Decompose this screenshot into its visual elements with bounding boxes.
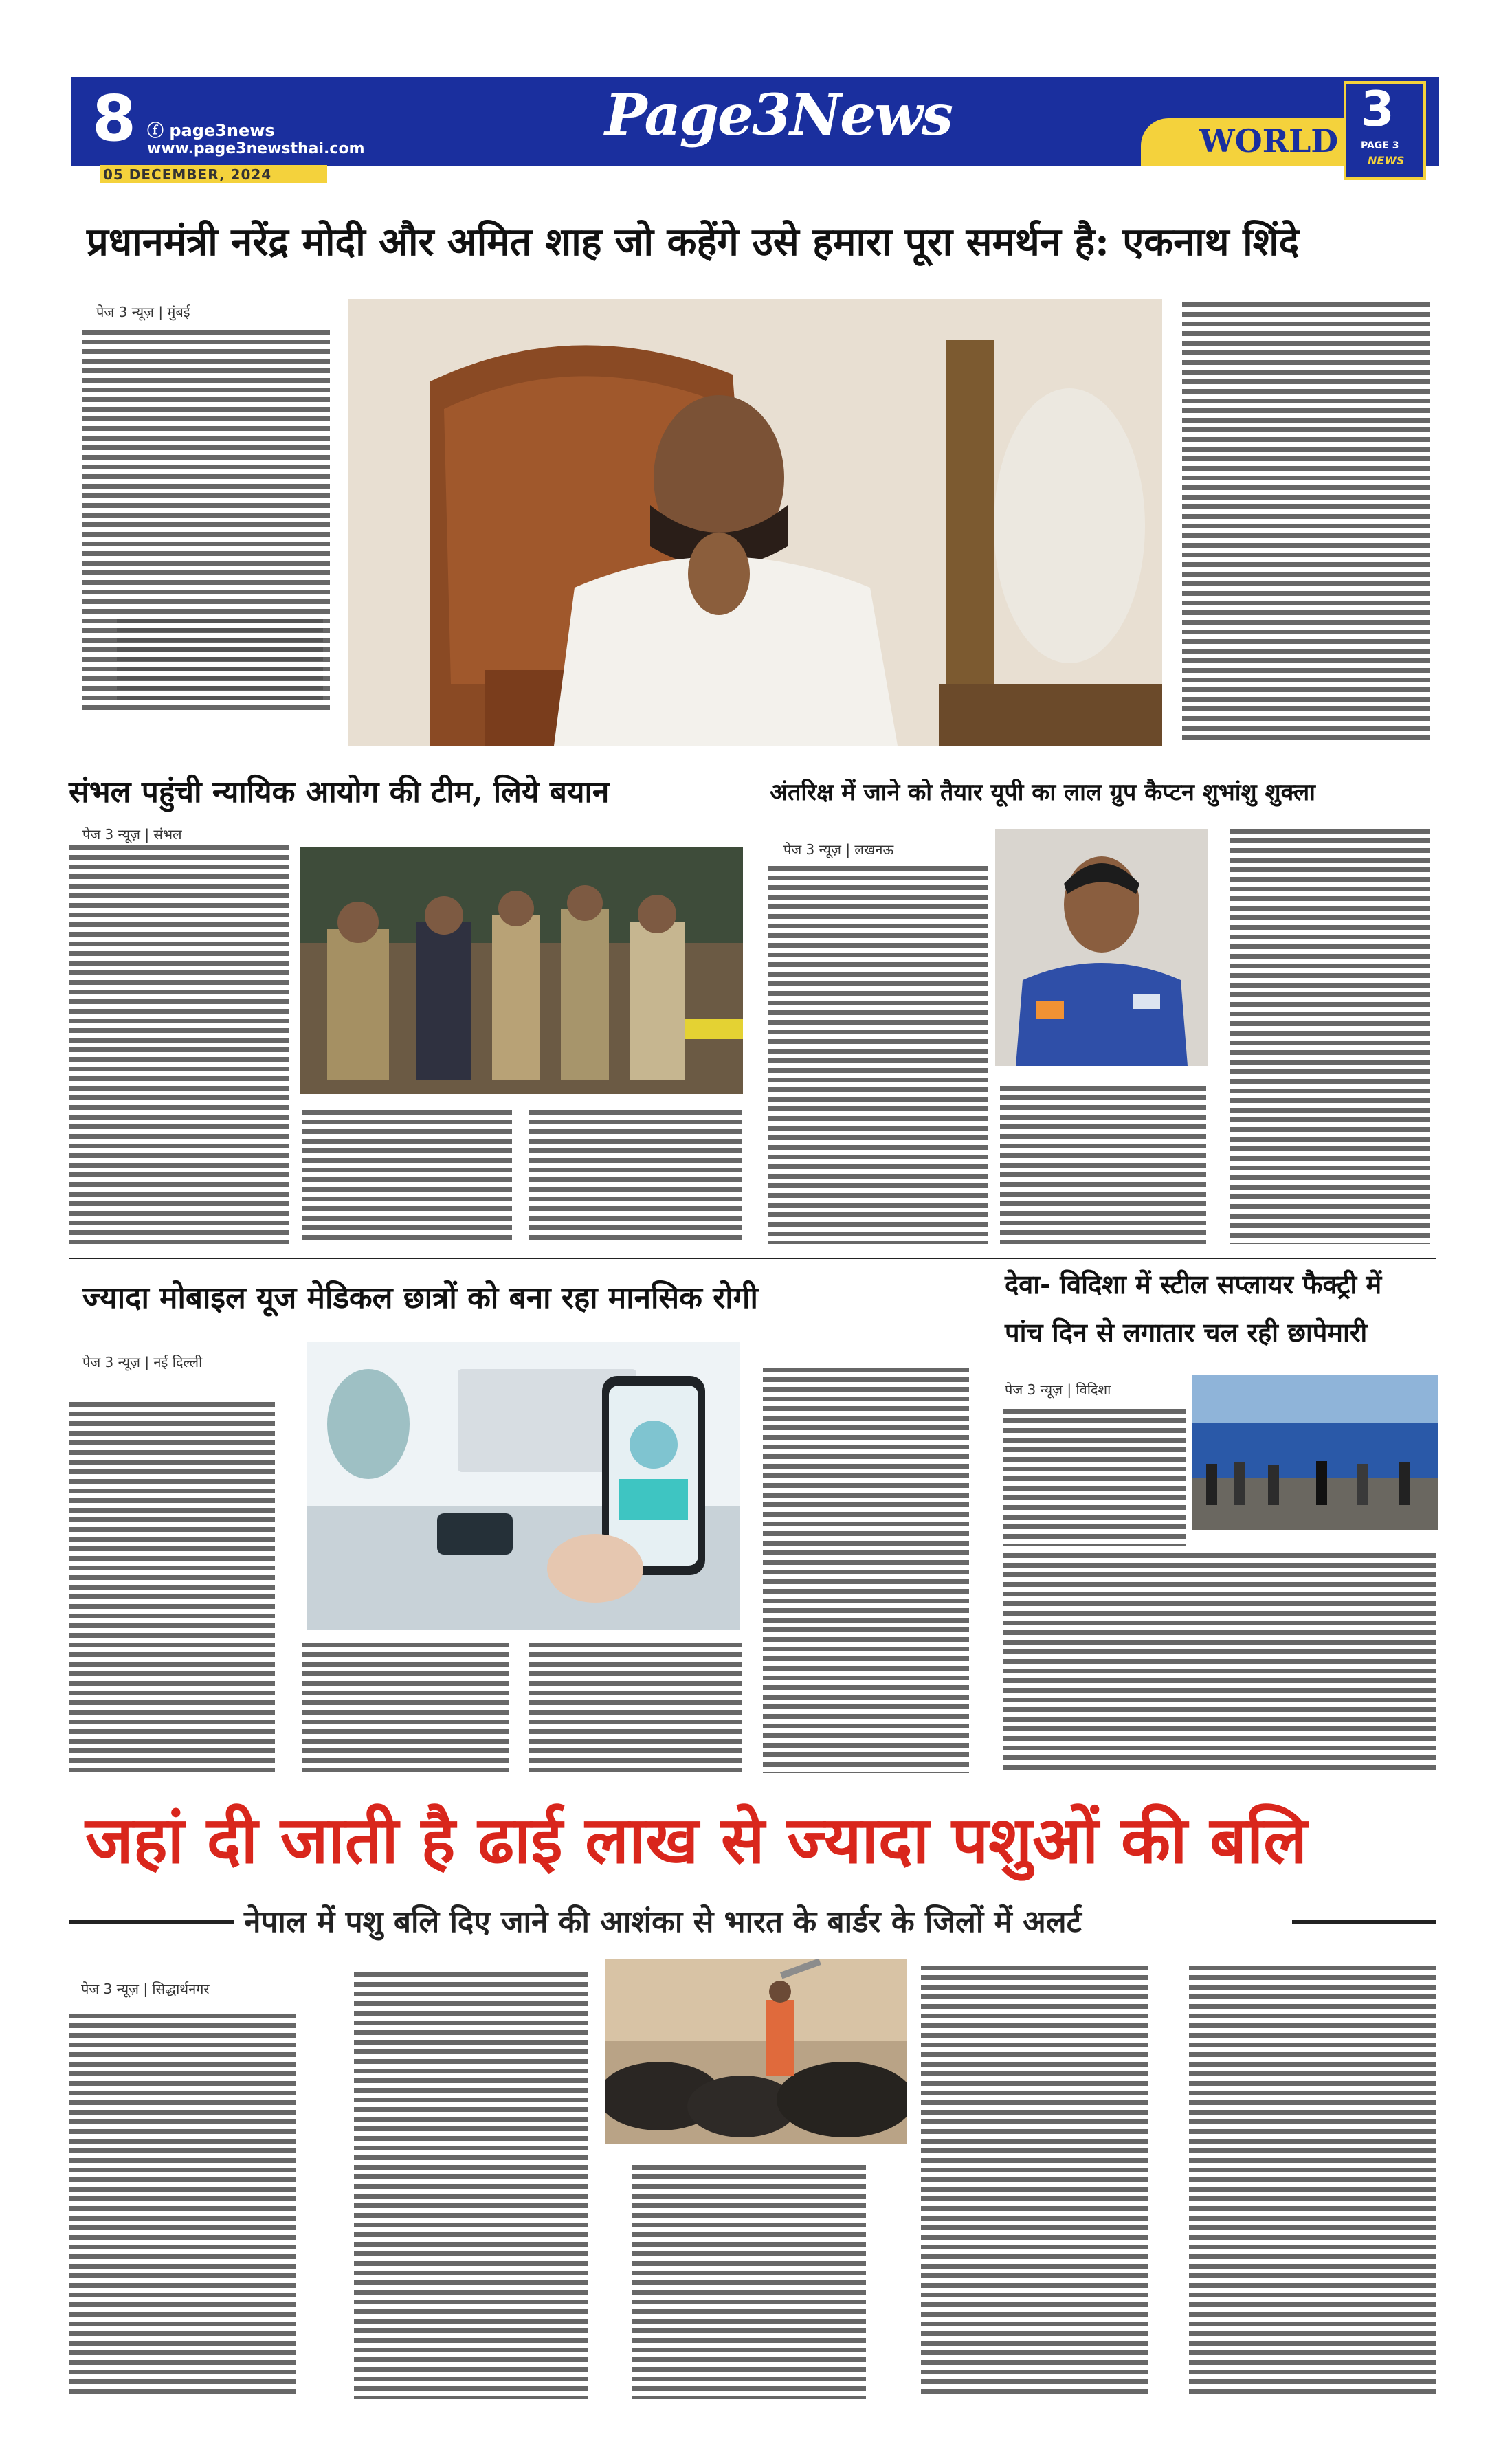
story5-photo xyxy=(1192,1375,1438,1530)
story4-byline: पेज 3 न्यूज़ | नई दिल्ली xyxy=(82,1354,203,1370)
social-handle: ⓕ page3news xyxy=(147,121,275,140)
badge-text: PAGE 3 xyxy=(1361,140,1399,151)
badge-news: NEWS xyxy=(1368,154,1405,167)
story4-headline: ज्यादा मोबाइल यूज मेडिकल छात्रों को बना रहा मानसिक रोगी xyxy=(82,1280,758,1315)
subhead-rule-left xyxy=(69,1920,234,1924)
story3-photo xyxy=(995,829,1208,1066)
story1-photo-image xyxy=(348,299,1162,746)
story5-byline: पेज 3 न्यूज़ | विदिशा xyxy=(1005,1381,1111,1398)
issue-date: 05 DECEMBER, 2024 xyxy=(103,166,272,183)
story3-column-3 xyxy=(1230,829,1430,1244)
story3-column-1 xyxy=(768,866,988,1244)
story6-headline: जहां दी जाती है ढाई लाख से ज्यादा पशुओं की बलि xyxy=(85,1803,1307,1878)
story1-headline: प्रधानमंत्री नरेंद्र मोदी और अमित शाह जो कहेंगे उसे हमारा पूरा समर्थन है: एकनाथ शिंदे xyxy=(87,219,1300,265)
page-number: 8 xyxy=(92,82,137,155)
website-link[interactable]: www.page3newsthai.com xyxy=(147,140,365,157)
newspaper-logo: Page3News xyxy=(605,82,953,148)
subhead-rule-right xyxy=(1292,1920,1436,1924)
story2-column-1 xyxy=(69,845,289,1244)
story6-column-2 xyxy=(354,1972,588,2399)
story1-column-3 xyxy=(117,619,323,701)
story1-column-2 xyxy=(1182,302,1430,742)
story6-column-4 xyxy=(921,1966,1148,2399)
story1-photo xyxy=(348,299,1162,746)
story2-column-3 xyxy=(529,1110,742,1240)
story3-headline: अंतरिक्ष में जाने को तैयार यूपी का लाल ग्रुप कैप्टन शुभांशु शुक्ला xyxy=(770,779,1315,806)
badge-number: 3 xyxy=(1361,81,1394,137)
story5-column-2 xyxy=(1003,1553,1436,1773)
story5-headline-line1: देवा- विदिशा में स्टील सप्लायर फैक्ट्री में xyxy=(1005,1269,1382,1300)
story4-photo-image xyxy=(307,1342,740,1630)
story3-byline: पेज 3 न्यूज़ | लखनऊ xyxy=(783,841,894,858)
story5-headline-line2: पांच दिन से लगातार चल रही छापेमारी xyxy=(1005,1317,1368,1348)
story4-column-3 xyxy=(529,1643,742,1773)
story2-photo-image xyxy=(300,847,743,1094)
story2-photo xyxy=(300,847,743,1094)
astronaut-photo-image xyxy=(995,829,1208,1066)
story5-photo-image xyxy=(1192,1375,1438,1530)
story6-column-1 xyxy=(69,2014,296,2399)
story6-subheadline: नेपाल में पशु बलि दिए जाने की आशंका से भारत के बार्डर के जिलों में अलर्ट xyxy=(244,1904,1082,1939)
story1-byline: पेज 3 न्यूज़ | मुंबई xyxy=(96,304,190,320)
story4-column-4 xyxy=(763,1368,969,1773)
story4-photo xyxy=(307,1342,740,1630)
story4-column-2 xyxy=(302,1643,509,1773)
story5-column-1 xyxy=(1003,1409,1186,1546)
story4-column-1 xyxy=(69,1402,275,1773)
story6-column-3 xyxy=(632,2165,866,2399)
story6-byline: पेज 3 न्यूज़ | सिद्धार्थनगर xyxy=(81,1981,210,1997)
story2-column-2 xyxy=(302,1110,512,1240)
story6-photo-image xyxy=(605,1959,907,2144)
story6-column-5 xyxy=(1189,1966,1436,2399)
story6-photo xyxy=(605,1959,907,2144)
story2-headline: संभल पहुंची न्यायिक आयोग की टीम, लिये बयान xyxy=(69,775,610,810)
section-divider xyxy=(69,1258,1436,1259)
story3-column-2 xyxy=(1000,1086,1206,1244)
section-label: WORLD xyxy=(1199,122,1339,159)
story2-byline: पेज 3 न्यूज़ | संभल xyxy=(82,826,182,843)
